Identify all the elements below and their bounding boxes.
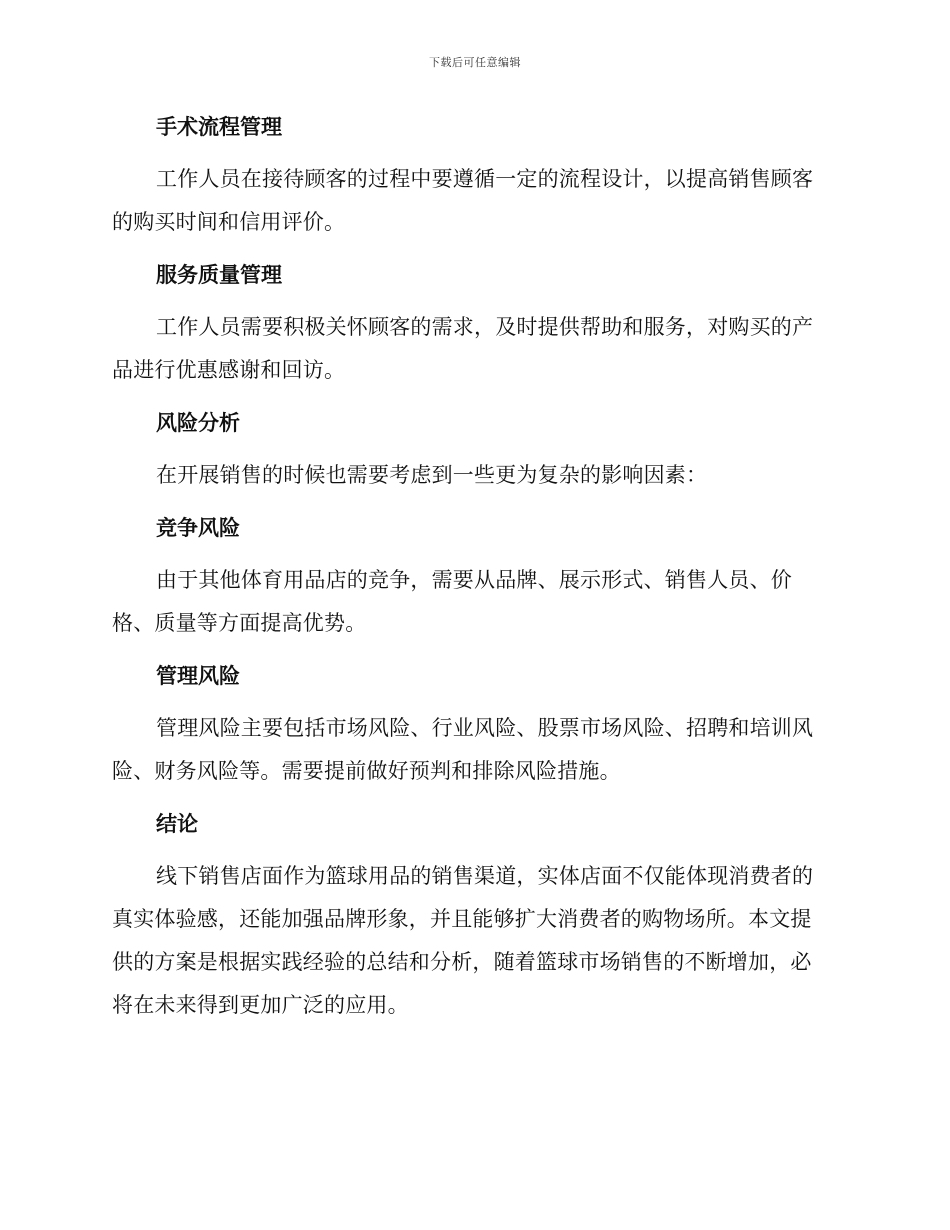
- header-note: 下载后可任意编辑: [429, 56, 521, 69]
- section-heading: 竞争风险: [156, 516, 240, 540]
- section-paragraph: 工作人员在接待顾客的过程中要遵循一定的流程设计，以提高销售顾客的购买时间和信用评价。: [112, 167, 814, 234]
- section-paragraph: 工作人员需要积极关怀顾客的需求，及时提供帮助和服务，对购买的产品进行优惠感谢和回访。: [112, 315, 814, 382]
- section-paragraph: 在开展销售的时候也需要考虑到一些更为复杂的影响因素：: [156, 463, 708, 487]
- section-paragraph: 管理风险主要包括市场风险、行业风险、股票市场风险、招聘和培训风险、财务风险等。需要提前做好预判和排除风险措施。: [112, 716, 814, 783]
- section-heading: 风险分析: [156, 411, 240, 435]
- section-heading: 手术流程管理: [156, 115, 282, 139]
- section-heading: 管理风险: [156, 664, 240, 688]
- section-paragraph: 线下销售店面作为篮球用品的销售渠道，实体店面不仅能体现消费者的真实体验感，还能加强品牌形象，并且能够扩大消费者的购物场所。本文提供的方案是根据实践经验的总结和分析，随着篮球市场销售的不断增加，必将在未来得到更加广泛的应用。: [112, 864, 814, 1017]
- section-heading: 服务质量管理: [156, 263, 282, 287]
- document-body: [112, 105, 832, 1027]
- section-heading: 结论: [156, 812, 198, 836]
- section-paragraph: 由于其他体育用品店的竞争，需要从品牌、展示形式、销售人员、价格、质量等方面提高优势。: [112, 568, 792, 635]
